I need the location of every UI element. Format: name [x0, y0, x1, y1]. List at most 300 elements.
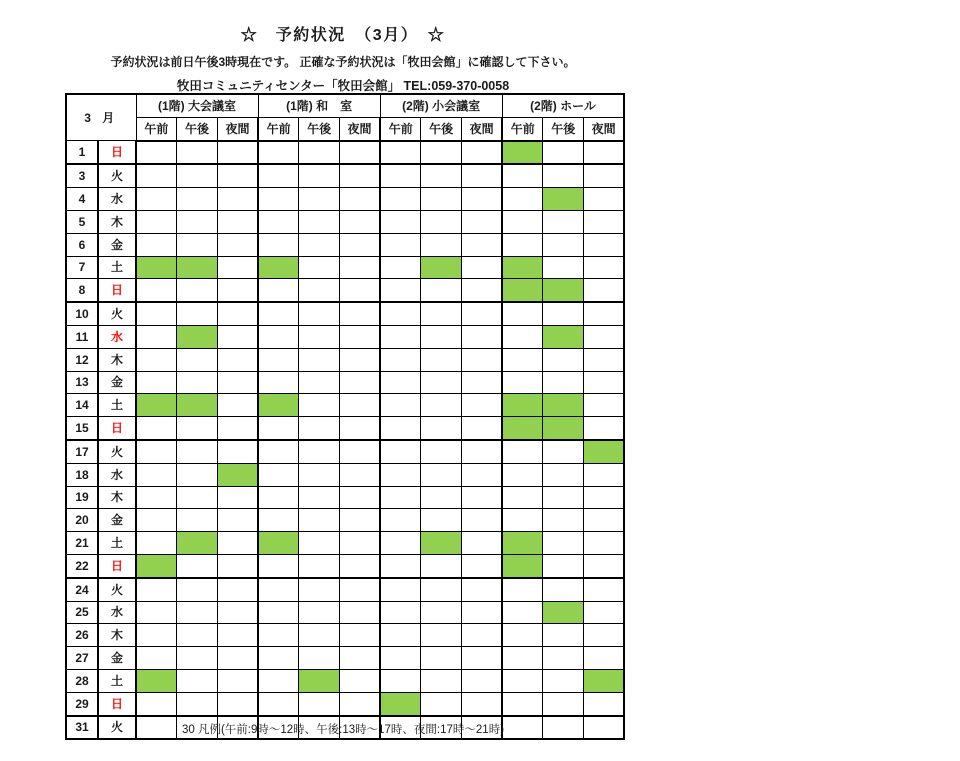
slot-cell-hall-evening — [584, 188, 625, 211]
slot-cell-large-room-evening — [217, 279, 258, 302]
slot-cell-small-room-afternoon — [421, 578, 462, 601]
day-cell: 土 — [98, 394, 136, 417]
date-cell: 21 — [66, 532, 98, 555]
date-cell: 17 — [66, 440, 98, 463]
slot-cell-hall-afternoon — [543, 647, 584, 670]
slot-cell-japanese-room-evening — [339, 210, 380, 233]
day-cell: 金 — [98, 647, 136, 670]
day-cell: 火 — [98, 716, 136, 740]
slot-cell-large-room-evening — [217, 164, 258, 187]
slot-cell-japanese-room-afternoon — [299, 578, 340, 601]
slot-cell-small-room-evening — [462, 578, 503, 601]
slot-cell-hall-morning — [502, 188, 543, 211]
slot-cell-japanese-room-evening — [339, 256, 380, 279]
date-cell: 18 — [66, 463, 98, 486]
slot-cell-japanese-room-evening — [339, 394, 380, 417]
slot-cell-hall-afternoon — [543, 601, 584, 624]
slot-cell-small-room-afternoon — [421, 233, 462, 256]
slot-cell-large-room-evening — [217, 348, 258, 371]
slot-cell-hall-morning — [502, 279, 543, 302]
table-row — [66, 417, 624, 440]
slot-cell-small-room-evening — [462, 141, 503, 165]
slot-cell-japanese-room-morning — [258, 188, 299, 211]
date-cell: 15 — [66, 417, 98, 440]
slot-cell-japanese-room-evening — [339, 141, 380, 165]
date-cell: 24 — [66, 578, 98, 601]
slot-cell-large-room-morning — [136, 601, 177, 624]
date-cell: 4 — [66, 188, 98, 211]
day-cell: 日 — [98, 692, 136, 715]
date-cell: 10 — [66, 302, 98, 325]
slot-cell-small-room-morning — [380, 417, 421, 440]
table-row — [66, 624, 624, 647]
time-slot-header: 夜間 — [584, 117, 625, 140]
slot-cell-large-room-afternoon — [177, 554, 218, 577]
slot-cell-small-room-evening — [462, 417, 503, 440]
slot-cell-small-room-afternoon — [421, 188, 462, 211]
slot-cell-japanese-room-evening — [339, 669, 380, 692]
slot-cell-japanese-room-evening — [339, 578, 380, 601]
slot-cell-hall-evening — [584, 348, 625, 371]
slot-cell-hall-evening — [584, 532, 625, 555]
time-slot-header: 午前 — [502, 117, 543, 140]
slot-cell-large-room-evening — [217, 188, 258, 211]
slot-cell-japanese-room-afternoon — [299, 371, 340, 394]
slot-cell-large-room-morning — [136, 486, 177, 509]
slot-cell-small-room-afternoon — [421, 554, 462, 577]
date-cell: 12 — [66, 348, 98, 371]
slot-cell-hall-afternoon — [543, 188, 584, 211]
table-row — [66, 554, 624, 577]
slot-cell-hall-afternoon — [543, 394, 584, 417]
slot-cell-hall-morning — [502, 371, 543, 394]
slot-cell-hall-evening — [584, 692, 625, 715]
slot-cell-small-room-evening — [462, 188, 503, 211]
table-row — [66, 669, 624, 692]
slot-cell-small-room-morning — [380, 669, 421, 692]
slot-cell-japanese-room-morning — [258, 578, 299, 601]
slot-cell-hall-afternoon — [543, 692, 584, 715]
slot-cell-japanese-room-afternoon — [299, 233, 340, 256]
slot-cell-small-room-morning — [380, 256, 421, 279]
slot-cell-hall-afternoon — [543, 463, 584, 486]
slot-cell-japanese-room-afternoon — [299, 509, 340, 532]
slot-cell-small-room-afternoon — [421, 463, 462, 486]
slot-cell-large-room-evening — [217, 256, 258, 279]
day-cell: 木 — [98, 624, 136, 647]
slot-cell-japanese-room-afternoon — [299, 669, 340, 692]
slot-cell-small-room-evening — [462, 601, 503, 624]
slot-cell-small-room-afternoon — [421, 601, 462, 624]
slot-cell-hall-evening — [584, 233, 625, 256]
slot-cell-large-room-evening — [217, 578, 258, 601]
slot-cell-large-room-afternoon — [177, 371, 218, 394]
slot-cell-hall-afternoon — [543, 302, 584, 325]
slot-cell-large-room-afternoon — [177, 233, 218, 256]
slot-cell-large-room-evening — [217, 233, 258, 256]
slot-cell-hall-afternoon — [543, 440, 584, 463]
slot-cell-hall-morning — [502, 509, 543, 532]
slot-cell-large-room-evening — [217, 669, 258, 692]
slot-cell-small-room-evening — [462, 348, 503, 371]
slot-cell-japanese-room-afternoon — [299, 624, 340, 647]
slot-cell-hall-morning — [502, 302, 543, 325]
slot-cell-large-room-afternoon — [177, 624, 218, 647]
slot-cell-small-room-afternoon — [421, 371, 462, 394]
slot-cell-japanese-room-evening — [339, 164, 380, 187]
slot-cell-hall-evening — [584, 256, 625, 279]
slot-cell-japanese-room-morning — [258, 601, 299, 624]
slot-cell-hall-evening — [584, 624, 625, 647]
slot-cell-small-room-evening — [462, 325, 503, 348]
slot-cell-japanese-room-morning — [258, 371, 299, 394]
slot-cell-hall-afternoon — [543, 578, 584, 601]
slot-cell-large-room-evening — [217, 601, 258, 624]
slot-cell-large-room-morning — [136, 394, 177, 417]
slot-cell-japanese-room-evening — [339, 279, 380, 302]
slot-cell-large-room-morning — [136, 348, 177, 371]
day-cell: 木 — [98, 486, 136, 509]
slot-cell-large-room-evening — [217, 394, 258, 417]
slot-cell-large-room-afternoon — [177, 210, 218, 233]
slot-cell-japanese-room-evening — [339, 440, 380, 463]
group-header-hall: (2階) ホール — [502, 94, 624, 117]
slot-cell-small-room-evening — [462, 371, 503, 394]
time-slot-header: 夜間 — [217, 117, 258, 140]
slot-cell-small-room-evening — [462, 233, 503, 256]
slot-cell-large-room-morning — [136, 532, 177, 555]
slot-cell-large-room-evening — [217, 463, 258, 486]
slot-cell-japanese-room-morning — [258, 233, 299, 256]
slot-cell-japanese-room-evening — [339, 601, 380, 624]
day-cell: 土 — [98, 532, 136, 555]
table-row — [66, 188, 624, 211]
month-cell: 3 月 — [66, 94, 136, 141]
day-cell: 日 — [98, 417, 136, 440]
contact-line: 牧田コミュニティセンター「牧田会館」 TEL:059-370-0058 — [176, 79, 510, 93]
slot-cell-large-room-evening — [217, 532, 258, 555]
table-row — [66, 601, 624, 624]
slot-cell-large-room-afternoon — [177, 440, 218, 463]
slot-cell-hall-afternoon — [543, 141, 584, 165]
slot-cell-small-room-morning — [380, 554, 421, 577]
table-row — [66, 348, 624, 371]
slot-cell-large-room-evening — [217, 417, 258, 440]
slot-cell-large-room-morning — [136, 302, 177, 325]
slot-cell-small-room-evening — [462, 692, 503, 715]
slot-cell-japanese-room-morning — [258, 256, 299, 279]
slot-cell-large-room-afternoon — [177, 256, 218, 279]
table-row — [66, 440, 624, 463]
slot-cell-hall-morning — [502, 486, 543, 509]
slot-cell-small-room-evening — [462, 210, 503, 233]
day-cell: 日 — [98, 279, 136, 302]
slot-cell-japanese-room-afternoon — [299, 141, 340, 165]
slot-cell-small-room-afternoon — [421, 279, 462, 302]
slot-cell-hall-morning — [502, 601, 543, 624]
slot-cell-small-room-evening — [462, 624, 503, 647]
slot-cell-japanese-room-morning — [258, 210, 299, 233]
day-cell: 金 — [98, 371, 136, 394]
date-cell: 27 — [66, 647, 98, 670]
slot-cell-small-room-morning — [380, 279, 421, 302]
time-slot-header: 午後 — [421, 117, 462, 140]
slot-cell-large-room-afternoon — [177, 394, 218, 417]
slot-cell-hall-afternoon — [543, 164, 584, 187]
day-cell: 水 — [98, 463, 136, 486]
slot-cell-small-room-morning — [380, 348, 421, 371]
slot-cell-japanese-room-evening — [339, 486, 380, 509]
slot-cell-large-room-evening — [217, 486, 258, 509]
day-cell: 木 — [98, 348, 136, 371]
slot-cell-large-room-morning — [136, 371, 177, 394]
slot-cell-japanese-room-afternoon — [299, 692, 340, 715]
slot-cell-japanese-room-morning — [258, 624, 299, 647]
slot-cell-small-room-morning — [380, 394, 421, 417]
slot-cell-japanese-room-morning — [258, 532, 299, 555]
slot-cell-hall-morning — [502, 624, 543, 647]
slot-cell-japanese-room-afternoon — [299, 601, 340, 624]
slot-cell-japanese-room-afternoon — [299, 164, 340, 187]
date-cell: 29 — [66, 692, 98, 715]
slot-cell-large-room-evening — [217, 647, 258, 670]
date-cell: 26 — [66, 624, 98, 647]
slot-cell-japanese-room-evening — [339, 417, 380, 440]
slot-cell-small-room-morning — [380, 532, 421, 555]
slot-cell-small-room-afternoon — [421, 624, 462, 647]
slot-cell-large-room-evening — [217, 371, 258, 394]
table-row — [66, 302, 624, 325]
slot-cell-hall-afternoon — [543, 669, 584, 692]
slot-cell-hall-morning — [502, 578, 543, 601]
slot-cell-hall-evening — [584, 463, 625, 486]
slot-cell-small-room-afternoon — [421, 256, 462, 279]
slot-cell-japanese-room-morning — [258, 417, 299, 440]
date-cell: 22 — [66, 554, 98, 577]
table-row — [66, 486, 624, 509]
slot-cell-hall-afternoon — [543, 279, 584, 302]
time-slot-header: 午前 — [380, 117, 421, 140]
slot-cell-small-room-afternoon — [421, 394, 462, 417]
slot-cell-large-room-morning — [136, 256, 177, 279]
slot-cell-large-room-evening — [217, 509, 258, 532]
slot-cell-small-room-evening — [462, 647, 503, 670]
slot-cell-large-room-afternoon — [177, 532, 218, 555]
slot-cell-hall-evening — [584, 440, 625, 463]
slot-cell-small-room-afternoon — [421, 325, 462, 348]
slot-cell-small-room-morning — [380, 440, 421, 463]
day-cell: 金 — [98, 233, 136, 256]
table-row — [66, 371, 624, 394]
slot-cell-small-room-morning — [380, 188, 421, 211]
slot-cell-large-room-evening — [217, 554, 258, 577]
slot-cell-large-room-morning — [136, 440, 177, 463]
slot-cell-hall-afternoon — [543, 371, 584, 394]
slot-cell-small-room-evening — [462, 164, 503, 187]
slot-cell-japanese-room-morning — [258, 302, 299, 325]
table-row — [66, 256, 624, 279]
slot-cell-large-room-morning — [136, 509, 177, 532]
slot-cell-small-room-afternoon — [421, 532, 462, 555]
table-row — [66, 325, 624, 348]
slot-cell-small-room-morning — [380, 164, 421, 187]
slot-cell-small-room-evening — [462, 463, 503, 486]
slot-cell-japanese-room-afternoon — [299, 647, 340, 670]
slot-cell-hall-evening — [584, 554, 625, 577]
slot-cell-hall-morning — [502, 532, 543, 555]
slot-cell-japanese-room-evening — [339, 463, 380, 486]
slot-cell-hall-afternoon — [543, 417, 584, 440]
date-cell: 7 — [66, 256, 98, 279]
slot-cell-japanese-room-afternoon — [299, 486, 340, 509]
slot-cell-hall-morning — [502, 647, 543, 670]
slot-cell-large-room-morning — [136, 692, 177, 715]
slot-cell-japanese-room-morning — [258, 486, 299, 509]
slot-cell-hall-morning — [502, 417, 543, 440]
table-row — [66, 279, 624, 302]
slot-cell-large-room-morning — [136, 325, 177, 348]
slot-cell-small-room-afternoon — [421, 486, 462, 509]
slot-cell-large-room-morning — [136, 624, 177, 647]
slot-cell-japanese-room-evening — [339, 188, 380, 211]
slot-cell-hall-morning — [502, 141, 543, 165]
slot-cell-hall-morning — [502, 554, 543, 577]
slot-cell-large-room-morning — [136, 554, 177, 577]
slot-cell-small-room-afternoon — [421, 509, 462, 532]
slot-cell-hall-evening — [584, 164, 625, 187]
subtitle-note: 予約状況は前日午後3時現在です。 正確な予約状況は「牧田会館」に確認して下さい。 — [110, 55, 576, 69]
slot-cell-hall-evening — [584, 325, 625, 348]
slot-cell-small-room-afternoon — [421, 692, 462, 715]
slot-cell-hall-evening — [584, 601, 625, 624]
date-cell: 8 — [66, 279, 98, 302]
slot-cell-small-room-morning — [380, 233, 421, 256]
time-slot-header: 夜間 — [462, 117, 503, 140]
slot-cell-large-room-morning — [136, 417, 177, 440]
slot-cell-small-room-morning — [380, 325, 421, 348]
slot-cell-small-room-evening — [462, 486, 503, 509]
slot-cell-japanese-room-evening — [339, 532, 380, 555]
slot-cell-hall-morning — [502, 256, 543, 279]
date-cell: 19 — [66, 486, 98, 509]
date-cell: 14 — [66, 394, 98, 417]
slot-cell-small-room-morning — [380, 463, 421, 486]
slot-cell-small-room-evening — [462, 554, 503, 577]
slot-cell-hall-evening — [584, 210, 625, 233]
slot-cell-japanese-room-evening — [339, 647, 380, 670]
slot-cell-hall-morning — [502, 394, 543, 417]
slot-cell-japanese-room-evening — [339, 302, 380, 325]
table-row — [66, 210, 624, 233]
slot-cell-large-room-morning — [136, 279, 177, 302]
day-cell: 火 — [98, 164, 136, 187]
slot-cell-japanese-room-afternoon — [299, 440, 340, 463]
slot-cell-hall-morning — [502, 233, 543, 256]
slot-cell-japanese-room-afternoon — [299, 532, 340, 555]
slot-cell-japanese-room-afternoon — [299, 348, 340, 371]
slot-cell-large-room-evening — [217, 440, 258, 463]
slot-cell-hall-morning — [502, 325, 543, 348]
slot-cell-hall-morning — [502, 692, 543, 715]
date-cell: 31 — [66, 716, 98, 740]
reservation-table — [65, 93, 625, 740]
slot-cell-small-room-morning — [380, 624, 421, 647]
slot-cell-japanese-room-morning — [258, 394, 299, 417]
day-cell: 土 — [98, 669, 136, 692]
day-cell: 土 — [98, 256, 136, 279]
slot-cell-small-room-evening — [462, 509, 503, 532]
slot-cell-small-room-morning — [380, 486, 421, 509]
slot-cell-japanese-room-afternoon — [299, 188, 340, 211]
time-slot-header: 夜間 — [339, 117, 380, 140]
slot-cell-japanese-room-morning — [258, 325, 299, 348]
slot-cell-japanese-room-evening — [339, 554, 380, 577]
slot-cell-large-room-evening — [217, 302, 258, 325]
slot-cell-small-room-afternoon — [421, 164, 462, 187]
date-cell: 1 — [66, 141, 98, 165]
slot-cell-hall-evening — [584, 417, 625, 440]
slot-cell-hall-morning — [502, 669, 543, 692]
slot-cell-large-room-evening — [217, 692, 258, 715]
slot-cell-japanese-room-morning — [258, 554, 299, 577]
slot-cell-hall-evening — [584, 486, 625, 509]
slot-cell-hall-morning — [502, 440, 543, 463]
slot-cell-large-room-morning — [136, 463, 177, 486]
slot-cell-large-room-evening — [217, 325, 258, 348]
time-slot-header: 午後 — [177, 117, 218, 140]
legend: 30 凡例(午前:9時～12時、午後:13時～17時、夜間:17時～21時) — [181, 724, 505, 736]
time-slot-header: 午前 — [136, 117, 177, 140]
date-cell: 25 — [66, 601, 98, 624]
slot-cell-japanese-room-evening — [339, 692, 380, 715]
slot-cell-large-room-afternoon — [177, 279, 218, 302]
slot-cell-small-room-evening — [462, 394, 503, 417]
slot-cell-large-room-afternoon — [177, 486, 218, 509]
slot-cell-hall-afternoon — [543, 348, 584, 371]
slot-cell-japanese-room-afternoon — [299, 325, 340, 348]
slot-cell-japanese-room-evening — [339, 371, 380, 394]
slot-cell-hall-evening — [584, 509, 625, 532]
slot-cell-japanese-room-morning — [258, 164, 299, 187]
slot-cell-hall-afternoon — [543, 325, 584, 348]
slot-cell-japanese-room-morning — [258, 348, 299, 371]
table-row — [66, 578, 624, 601]
group-header-small-meeting-room: (2階) 小会議室 — [380, 94, 502, 117]
slot-cell-hall-afternoon — [543, 509, 584, 532]
time-slot-header: 午後 — [299, 117, 340, 140]
slot-cell-hall-afternoon — [543, 233, 584, 256]
day-cell: 日 — [98, 141, 136, 165]
slot-cell-large-room-evening — [217, 141, 258, 165]
slot-cell-japanese-room-afternoon — [299, 394, 340, 417]
table-row — [66, 532, 624, 555]
slot-cell-hall-morning — [502, 164, 543, 187]
slot-cell-hall-afternoon — [543, 256, 584, 279]
table-row — [66, 692, 624, 715]
slot-cell-japanese-room-afternoon — [299, 417, 340, 440]
slot-cell-hall-evening — [584, 578, 625, 601]
table-row — [66, 509, 624, 532]
table-row — [66, 141, 624, 165]
slot-cell-large-room-afternoon — [177, 647, 218, 670]
slot-cell-large-room-afternoon — [177, 601, 218, 624]
date-cell: 6 — [66, 233, 98, 256]
slot-cell-large-room-morning — [136, 164, 177, 187]
date-cell: 3 — [66, 164, 98, 187]
slot-cell-small-room-evening — [462, 256, 503, 279]
slot-cell-large-room-afternoon — [177, 348, 218, 371]
slot-cell-small-room-morning — [380, 578, 421, 601]
